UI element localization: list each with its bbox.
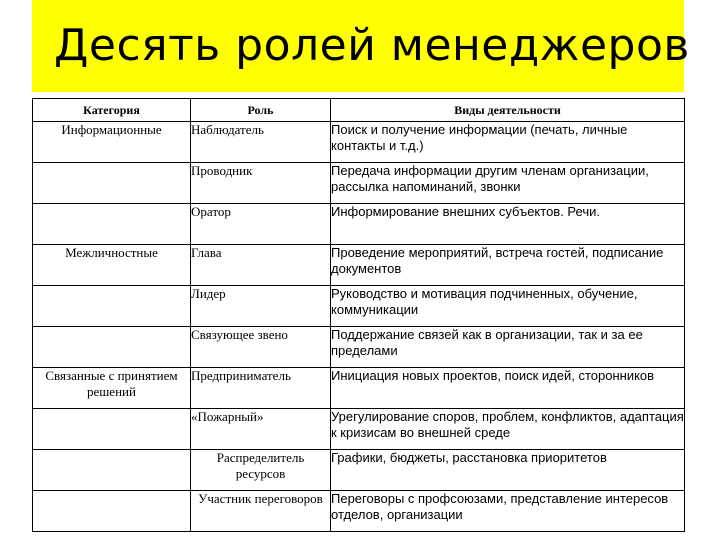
role-cell: Оратор bbox=[191, 204, 331, 245]
table-row bbox=[33, 122, 685, 163]
header-category: Категория bbox=[33, 99, 191, 122]
category-cell bbox=[33, 491, 191, 532]
activity-cell: Графики, бюджеты, расстановка приоритетов bbox=[331, 450, 685, 491]
activity-cell: Информирование внешних субъектов. Речи. bbox=[331, 204, 685, 245]
table-row bbox=[33, 491, 685, 532]
category-cell: Связанные с принятием решений bbox=[33, 368, 191, 409]
category-cell bbox=[33, 450, 191, 491]
table-row bbox=[33, 368, 685, 409]
activity-cell: Поиск и получение информации (печать, личные контакты и т.д.) bbox=[331, 122, 685, 163]
roles-table bbox=[32, 98, 685, 532]
activity-cell: Передача информации другим членам организации, рассылка напоминаний, звонки bbox=[331, 163, 685, 204]
table-row bbox=[33, 450, 685, 491]
role-cell: Глава bbox=[191, 245, 331, 286]
title-banner bbox=[32, 0, 690, 92]
table-row bbox=[33, 409, 685, 450]
category-cell bbox=[33, 409, 191, 450]
role-cell: Наблюдатель bbox=[191, 122, 331, 163]
activity-cell: Проведение мероприятий, встреча гостей, подписание документов bbox=[331, 245, 685, 286]
activity-cell: Руководство и мотивация подчиненных, обучение, коммуникации bbox=[331, 286, 685, 327]
header-activities: Виды деятельности bbox=[331, 99, 685, 122]
table-row bbox=[33, 327, 685, 368]
table-header-row bbox=[33, 99, 685, 122]
role-cell: Проводник bbox=[191, 163, 331, 204]
activity-cell: Поддержание связей как в организации, так и за ее пределами bbox=[331, 327, 685, 368]
role-cell: Участник переговоров bbox=[191, 491, 331, 532]
page-title: Десять ролей менеджеров bbox=[54, 20, 690, 71]
category-cell bbox=[33, 204, 191, 245]
activity-cell: Урегулирование споров, проблем, конфликтов, адаптация к кризисам во внешней среде bbox=[331, 409, 685, 450]
role-cell: «Пожарный» bbox=[191, 409, 331, 450]
role-cell: Связующее звено bbox=[191, 327, 331, 368]
category-cell: Информационные bbox=[33, 122, 191, 163]
table-row bbox=[33, 204, 685, 245]
header-role: Роль bbox=[191, 99, 331, 122]
category-cell bbox=[33, 327, 191, 368]
role-cell: Лидер bbox=[191, 286, 331, 327]
role-cell: Предприниматель bbox=[191, 368, 331, 409]
category-cell bbox=[33, 286, 191, 327]
category-cell: Межличностные bbox=[33, 245, 191, 286]
activity-cell: Переговоры с профсоюзами, представление интересов отделов, организации bbox=[331, 491, 685, 532]
activity-cell: Инициация новых проектов, поиск идей, сторонников bbox=[331, 368, 685, 409]
table-row bbox=[33, 245, 685, 286]
role-cell: Распределитель ресурсов bbox=[191, 450, 331, 491]
table-row bbox=[33, 163, 685, 204]
category-cell bbox=[33, 163, 191, 204]
table-row bbox=[33, 286, 685, 327]
